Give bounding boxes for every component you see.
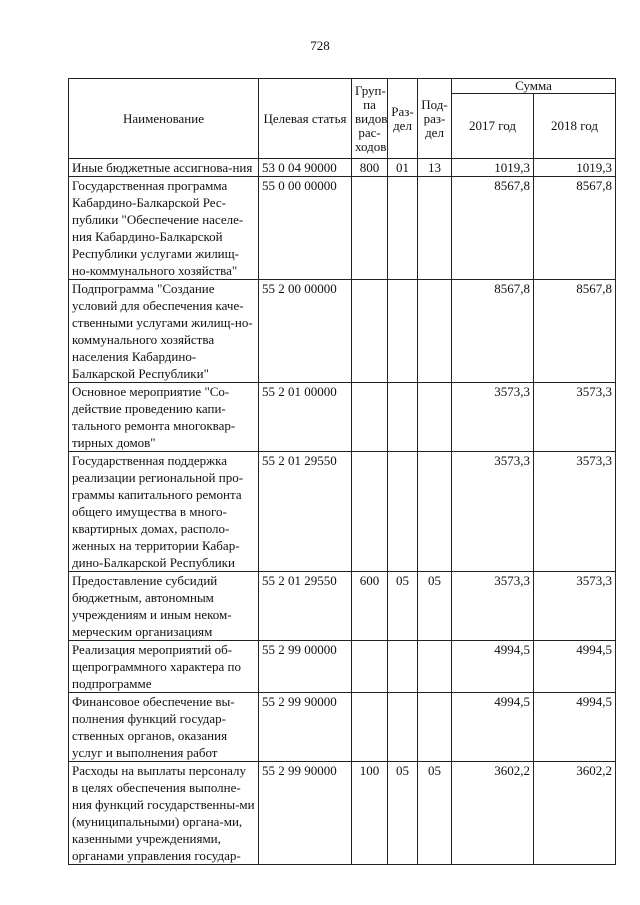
row-name: Государственная программа Кабардино-Балкарской Рес-публики "Обеспечение населе-ния Кабардино-Балкарской Республики услугами жилищ-но-коммунального хозяйства" — [69, 177, 259, 280]
row-expense-group — [352, 177, 388, 280]
row-subsection — [418, 693, 452, 762]
row-target-article: 53 0 04 90000 — [259, 159, 352, 177]
row-sum-2017: 1019,3 — [452, 159, 534, 177]
row-section — [388, 177, 418, 280]
header-sum: Сумма — [452, 79, 616, 94]
table-row — [69, 177, 616, 280]
table-row — [69, 452, 616, 572]
row-name: Основное мероприятие "Со-действие проведению капи-тального ремонта многоквар-тирных домов" — [69, 383, 259, 452]
table-body — [69, 159, 616, 865]
row-name: Расходы на выплаты персоналу в целях обеспечения выполне-ния функций государственны-ми (муниципальными) органа-ми, казенными учреждениями, органами управления государ- — [69, 762, 259, 865]
row-name: Иные бюджетные ассигнова-ния — [69, 159, 259, 177]
row-subsection — [418, 452, 452, 572]
row-target-article: 55 2 99 00000 — [259, 641, 352, 693]
table-row — [69, 693, 616, 762]
row-expense-group — [352, 452, 388, 572]
row-expense-group — [352, 693, 388, 762]
row-subsection — [418, 383, 452, 452]
row-sum-2018: 4994,5 — [534, 641, 616, 693]
row-name: Предоставление субсидий бюджетным, автономным учреждениям и иным неком-мерческим организациям — [69, 572, 259, 641]
header-year-2018: 2018 год — [534, 94, 616, 159]
row-section — [388, 641, 418, 693]
table-row — [69, 572, 616, 641]
row-sum-2017: 8567,8 — [452, 177, 534, 280]
row-expense-group — [352, 641, 388, 693]
row-sum-2018: 8567,8 — [534, 177, 616, 280]
header-name: Наименование — [69, 79, 259, 159]
row-sum-2017: 4994,5 — [452, 693, 534, 762]
row-sum-2018: 4994,5 — [534, 693, 616, 762]
row-expense-group: 800 — [352, 159, 388, 177]
row-sum-2017: 8567,8 — [452, 280, 534, 383]
row-expense-group: 100 — [352, 762, 388, 865]
row-name: Подпрограмма "Создание условий для обеспечения каче-ственными услугами жилищ-но-коммунального хозяйства населения Кабардино-Балкарской Республики" — [69, 280, 259, 383]
row-section — [388, 693, 418, 762]
row-sum-2017: 4994,5 — [452, 641, 534, 693]
header-subsection: Под- раз- дел — [418, 79, 452, 159]
row-name: Государственная поддержка реализации региональной про-граммы капитального ремонта общего имущества в много-квартирных домах, располо-женных на территории Кабар-дино-Балкарской Республики — [69, 452, 259, 572]
row-sum-2017: 3573,3 — [452, 572, 534, 641]
row-subsection: 05 — [418, 572, 452, 641]
row-sum-2018: 8567,8 — [534, 280, 616, 383]
row-sum-2018: 3573,3 — [534, 383, 616, 452]
row-section — [388, 383, 418, 452]
row-target-article: 55 2 00 00000 — [259, 280, 352, 383]
row-subsection — [418, 280, 452, 383]
row-sum-2017: 3602,2 — [452, 762, 534, 865]
row-section: 05 — [388, 762, 418, 865]
header-section: Раз- дел — [388, 79, 418, 159]
row-target-article: 55 2 99 90000 — [259, 693, 352, 762]
row-section — [388, 452, 418, 572]
header-target-article: Целевая статья — [259, 79, 352, 159]
row-target-article: 55 2 01 29550 — [259, 572, 352, 641]
row-section: 05 — [388, 572, 418, 641]
header-expense-group: Груп- па видов рас- ходов — [352, 79, 388, 159]
row-subsection: 05 — [418, 762, 452, 865]
row-sum-2017: 3573,3 — [452, 383, 534, 452]
table-row — [69, 762, 616, 865]
row-sum-2018: 3573,3 — [534, 452, 616, 572]
row-name: Финансовое обеспечение вы-полнения функций государ-ственных органов, оказания услуг и выполнения работ — [69, 693, 259, 762]
row-name: Реализация мероприятий об-щепрограммного характера по подпрограмме — [69, 641, 259, 693]
header-year-2017: 2017 год — [452, 94, 534, 159]
budget-table — [68, 78, 616, 865]
row-section: 01 — [388, 159, 418, 177]
row-expense-group — [352, 383, 388, 452]
row-target-article: 55 2 01 00000 — [259, 383, 352, 452]
row-subsection: 13 — [418, 159, 452, 177]
row-target-article: 55 2 99 90000 — [259, 762, 352, 865]
table-row — [69, 159, 616, 177]
table-row — [69, 280, 616, 383]
row-target-article: 55 2 01 29550 — [259, 452, 352, 572]
row-section — [388, 280, 418, 383]
row-subsection — [418, 641, 452, 693]
row-subsection — [418, 177, 452, 280]
row-target-article: 55 0 00 00000 — [259, 177, 352, 280]
table-row — [69, 383, 616, 452]
row-sum-2017: 3573,3 — [452, 452, 534, 572]
row-sum-2018: 3602,2 — [534, 762, 616, 865]
row-sum-2018: 3573,3 — [534, 572, 616, 641]
row-sum-2018: 1019,3 — [534, 159, 616, 177]
page-number: 728 — [310, 38, 330, 53]
row-expense-group — [352, 280, 388, 383]
table-row — [69, 641, 616, 693]
row-expense-group: 600 — [352, 572, 388, 641]
